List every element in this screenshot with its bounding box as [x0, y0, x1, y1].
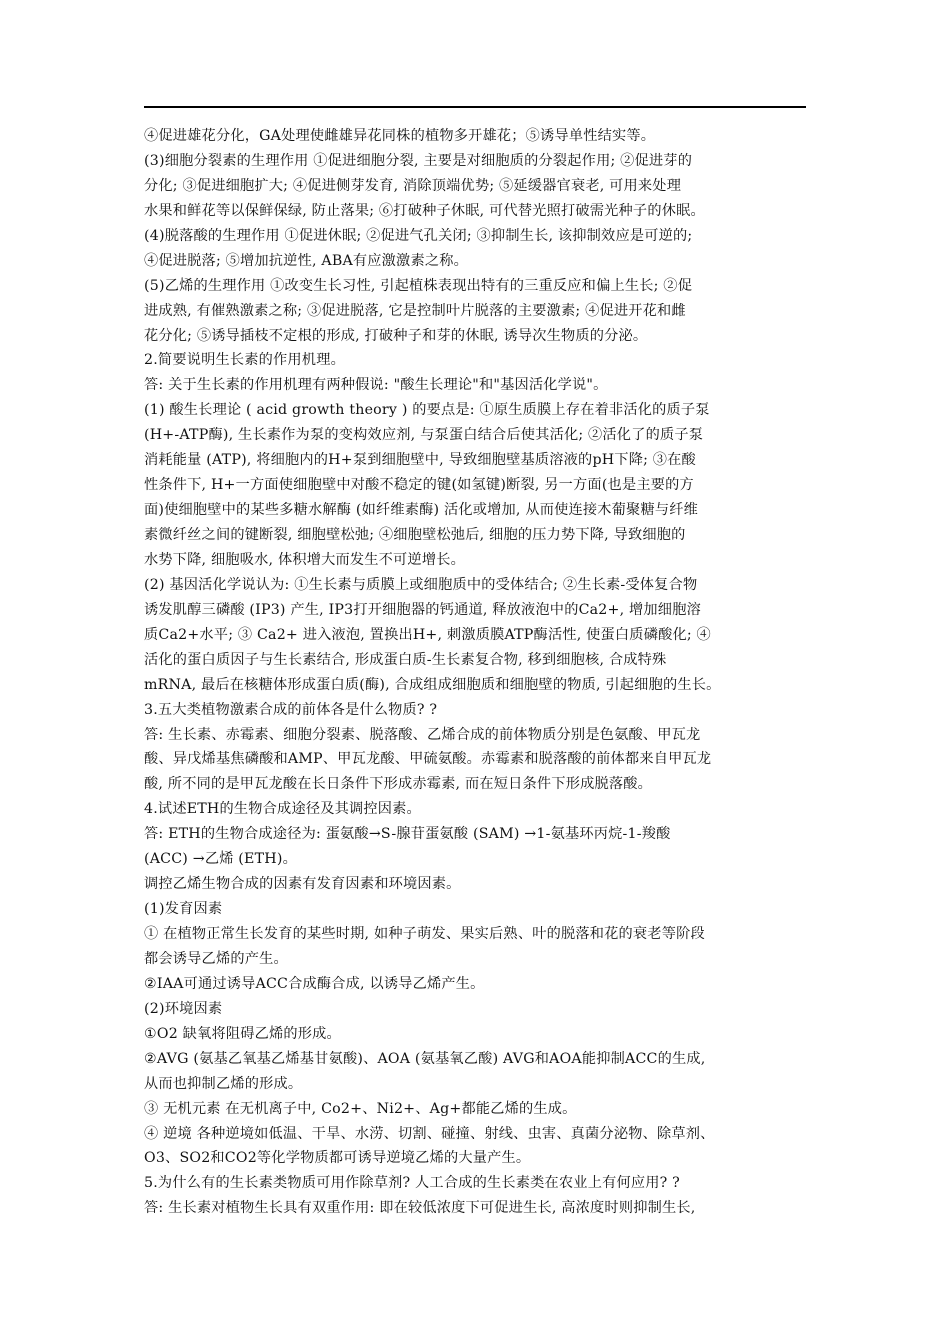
text-line: (4)脱落酸的生理作用 ①促进休眠; ②促进气孔关闭; ③抑制生长, 该抑制效应是可逆的; [144, 227, 693, 244]
text-line: 质Ca2+水平; ③ Ca2+ 进入液泡, 置换出H+, 刺激质膜ATP酶活性, 使蛋白质磷酸化; ④ [144, 626, 711, 643]
text-line: 面)使细胞壁中的某些多糖水解酶 (如纤维素酶) 活化或增加, 从而使连接木葡聚糖与纤维 [144, 502, 698, 519]
text-line: ④促进雄花分化，GA处理使雌雄异花同株的植物多开雄花；⑤诱导单性结实等。 [144, 128, 656, 144]
text-line: 答: ETH的生物合成途径为: 蛋氨酸→S-腺苷蛋氨酸 (SAM) →1-氨基环丙烷-1-羧酸 [144, 826, 671, 843]
text-line: mRNA, 最后在核糖体形成蛋白质(酶), 合成组成细胞质和细胞壁的物质, 引起细胞的生长。 [144, 676, 721, 693]
question-heading: 2.简要说明生长素的作用机理。 [144, 352, 345, 369]
text-line: ①O2 缺氧将阻碍乙烯的形成。 [144, 1025, 341, 1042]
document-body [144, 124, 808, 1221]
text-line: 酸、异戊烯基焦磷酸和AMP、甲瓦龙酸、甲硫氨酸。赤霉素和脱落酸的前体都来自甲瓦龙 [144, 751, 712, 768]
question-heading: 5.为什么有的生长素类物质可用作除草剂? 人工合成的生长素类在农业上有何应用? ? [144, 1175, 680, 1192]
text-line: (1)发育因素 [144, 901, 223, 918]
text-line: ③ 无机元素 在无机离子中, Co2+、Ni2+、Ag+都能乙烯的生成。 [144, 1100, 577, 1117]
text-line: 调控乙烯生物合成的因素有发育因素和环境因素。 [144, 876, 461, 893]
text-line: 性条件下, H+一方面使细胞壁中对酸不稳定的键(如氢键)断裂, 另一方面(也是主要的方 [144, 477, 694, 494]
text-line: ②IAA可通过诱导ACC合成酶合成, 以诱导乙烯产生。 [144, 975, 485, 992]
text-line: 答: 关于生长素的作用机理有两种假说: "酸生长理论"和"基因活化学说"。 [144, 377, 608, 394]
text-line: (3)细胞分裂素的生理作用 ①促进细胞分裂, 主要是对细胞质的分裂起作用; ②促进芽的 [144, 152, 693, 169]
text-line: 进成熟, 有催熟激素之称; ③促进脱落, 它是控制叶片脱落的主要激素; ④促进开花和雌 [144, 302, 686, 319]
question-heading: 4.试述ETH的生物合成途径及其调控因素。 [144, 801, 421, 818]
text-line: (5)乙烯的生理作用 ①改变生长习性, 引起植株表现出特有的三重反应和偏上生长; ②促 [144, 277, 693, 294]
text-line: O3、SO2和CO2等化学物质都可诱导逆境乙烯的大量产生。 [144, 1150, 531, 1167]
text-line: 从而也抑制乙烯的形成。 [144, 1075, 303, 1092]
text-line: 素微纤丝之间的键断裂, 细胞壁松弛; ④细胞壁松弛后, 细胞的压力势下降, 导致细胞的 [144, 527, 686, 543]
text-line: 都会诱导乙烯的产生。 [144, 950, 288, 967]
text-line: 酸, 所不同的是甲瓦龙酸在长日条件下形成赤霉素, 而在短日条件下形成脱落酸。 [144, 776, 653, 793]
text-line: (2) 基因活化学说认为: ①生长素与质膜上或细胞质中的受体结合; ②生长素-受体复合物 [144, 576, 698, 593]
text-line: 水果和鲜花等以保鲜保绿, 防止落果; ⑥打破种子休眠, 可代替光照打破需光种子的休眠。 [144, 202, 705, 219]
text-line: 答: 生长素对植物生长具有双重作用: 即在较低浓度下可促进生长, 高浓度时则抑制生长, [144, 1200, 696, 1217]
text-line: (ACC) →乙烯 (ETH)。 [144, 851, 297, 868]
question-heading: 3.五大类植物激素合成的前体各是什么物质? ? [144, 701, 438, 718]
text-line: 答: 生长素、赤霉素、细胞分裂素、脱落酸、乙烯合成的前体物质分别是色氨酸、甲瓦龙 [144, 726, 701, 743]
text-line: (H+-ATP酶), 生长素作为泵的变构效应剂, 与泵蛋白结合后使其活化; ②活化了的质子泵 [144, 427, 704, 444]
header-rule [144, 106, 806, 108]
text-line: 花分化; ⑤诱导插枝不定根的形成, 打破种子和芽的休眠, 诱导次生物质的分泌。 [144, 327, 648, 344]
text-line: 活化的蛋白质因子与生长素结合, 形成蛋白质-生长素复合物, 移到细胞核, 合成特殊 [144, 651, 667, 668]
text-line: 分化; ③促进细胞扩大; ④促进侧芽发育, 消除顶端优势; ⑤延缓器官衰老, 可用来处理 [144, 177, 682, 194]
text-line: 消耗能量 (ATP), 将细胞内的H+泵到细胞壁中, 导致细胞壁基质溶液的pH下降; ③在酸 [144, 452, 696, 469]
text-line: ① 在植物正常生长发育的某些时期, 如种子萌发、果实后熟、叶的脱落和花的衰老等阶段 [144, 926, 705, 942]
text-line: ④促进脱落; ⑤增加抗逆性, ABA有应激激素之称。 [144, 252, 468, 269]
text-line: (2)环境因素 [144, 1000, 223, 1017]
text-line: ②AVG (氨基乙氧基乙烯基甘氨酸)、AOA (氨基氧乙酸) AVG和AOA能抑制ACC的生成, [144, 1050, 706, 1067]
text-line: 诱发肌醇三磷酸 (IP3) 产生, IP3打开细胞器的钙通道, 释放液泡中的Ca2+, 增加细胞溶 [144, 601, 701, 618]
text-line: ④ 逆境 各种逆境如低温、干旱、水涝、切割、碰撞、射线、虫害、真菌分泌物、除草剂、 [144, 1125, 715, 1142]
text-line: (1) 酸生长理论 ( acid growth theory ) 的要点是: ①原生质膜上存在着非活化的质子泵 [144, 402, 710, 419]
text-line: 水势下降, 细胞吸水, 体积增大而发生不可逆增长。 [144, 551, 465, 568]
